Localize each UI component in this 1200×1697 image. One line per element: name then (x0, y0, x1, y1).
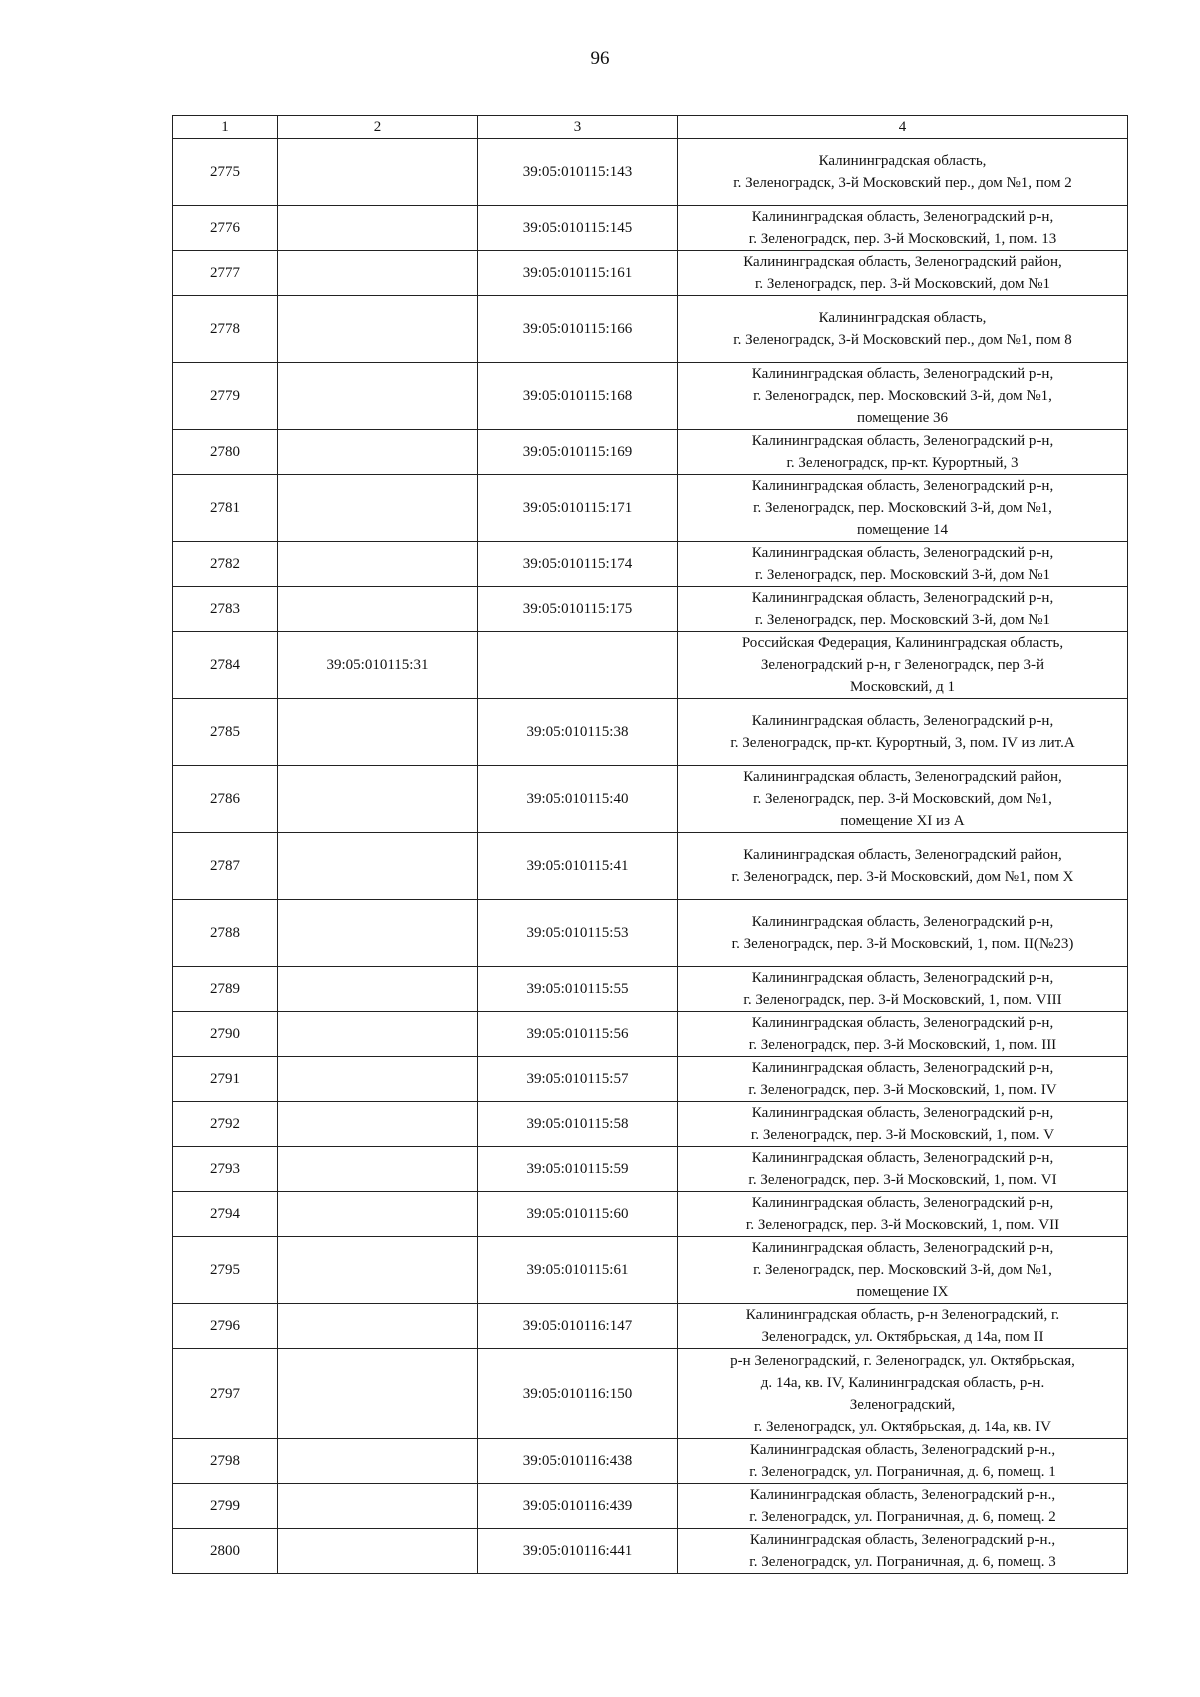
cadastral-quarter-cell (278, 1192, 478, 1237)
address-cell: р-н Зеленоградский, г. Зеленоградск, ул. Октябрьская, д. 14а, кв. IV, Калининградская область, р-н. Зеленоградский, г. Зеленоградск, ул. Октябрьская, д. 14а, кв. IV (678, 1349, 1128, 1439)
table-row (173, 206, 1128, 251)
cadastral-number-cell: 39:05:010115:145 (478, 206, 678, 251)
row-number-cell: 2787 (173, 833, 278, 900)
table-row (173, 1057, 1128, 1102)
table-row (173, 1529, 1128, 1574)
cadastral-quarter-cell (278, 542, 478, 587)
table-row (173, 1349, 1128, 1439)
table-row (173, 833, 1128, 900)
cadastral-number-cell: 39:05:010115:53 (478, 900, 678, 967)
table-row (173, 967, 1128, 1012)
row-number-cell: 2790 (173, 1012, 278, 1057)
address-cell: Калининградская область, Зеленоградский р-н, г. Зеленоградск, пер. 3-й Московский, 1, пом. VIII (678, 967, 1128, 1012)
address-cell: Калининградская область, Зеленоградский район, г. Зеленоградск, пер. 3-й Московский, дом №1 (678, 251, 1128, 296)
cadastral-number-cell: 39:05:010115:169 (478, 430, 678, 475)
table-row (173, 1102, 1128, 1147)
address-cell: Калининградская область, Зеленоградский район, г. Зеленоградск, пер. 3-й Московский, дом №1, помещение XI из А (678, 766, 1128, 833)
table-row (173, 1012, 1128, 1057)
table-row (173, 632, 1128, 699)
cadastral-quarter-cell (278, 1484, 478, 1529)
cadastral-number-cell: 39:05:010116:438 (478, 1439, 678, 1484)
cadastral-quarter-cell (278, 139, 478, 206)
cadastral-number-cell: 39:05:010115:40 (478, 766, 678, 833)
cadastral-number-cell: 39:05:010116:150 (478, 1349, 678, 1439)
cadastral-number-cell: 39:05:010115:161 (478, 251, 678, 296)
table-row (173, 542, 1128, 587)
table-row (173, 251, 1128, 296)
table-row (173, 1237, 1128, 1304)
row-number-cell: 2798 (173, 1439, 278, 1484)
cadastral-number-cell: 39:05:010115:38 (478, 699, 678, 766)
table-body (173, 139, 1128, 1574)
table-row (173, 1439, 1128, 1484)
address-cell: Калининградская область, Зеленоградский р-н, г. Зеленоградск, пер. 3-й Московский, 1, пом. V (678, 1102, 1128, 1147)
table-row (173, 1192, 1128, 1237)
address-cell: Калининградская область, Зеленоградский р-н, г. Зеленоградск, пер. 3-й Московский, 1, пом. III (678, 1012, 1128, 1057)
cadastral-quarter-cell (278, 296, 478, 363)
cadastral-number-cell: 39:05:010116:147 (478, 1304, 678, 1349)
address-cell: Калининградская область, Зеленоградский р-н., г. Зеленоградск, ул. Пограничная, д. 6, помещ. 3 (678, 1529, 1128, 1574)
address-cell: Калининградская область, Зеленоградский р-н, г. Зеленоградск, пер. Московский 3-й, дом №1, помещение 36 (678, 363, 1128, 430)
table-row (173, 296, 1128, 363)
row-number-cell: 2775 (173, 139, 278, 206)
row-number-cell: 2797 (173, 1349, 278, 1439)
cadastral-number-cell: 39:05:010115:57 (478, 1057, 678, 1102)
cadastral-quarter-cell (278, 251, 478, 296)
table-row (173, 475, 1128, 542)
cadastral-number-cell (478, 632, 678, 699)
address-cell: Калининградская область, Зеленоградский р-н, г. Зеленоградск, пер. 3-й Московский, 1, пом. IV (678, 1057, 1128, 1102)
row-number-cell: 2780 (173, 430, 278, 475)
address-cell: Калининградская область, Зеленоградский р-н, г. Зеленоградск, пр-кт. Курортный, 3 (678, 430, 1128, 475)
cadastral-number-cell: 39:05:010115:143 (478, 139, 678, 206)
cadastral-quarter-cell (278, 699, 478, 766)
cadastral-number-cell: 39:05:010116:441 (478, 1529, 678, 1574)
row-number-cell: 2777 (173, 251, 278, 296)
cadastral-number-cell: 39:05:010115:168 (478, 363, 678, 430)
cadastral-quarter-cell (278, 475, 478, 542)
header-col-2: 2 (278, 116, 478, 139)
cadastral-number-cell: 39:05:010115:171 (478, 475, 678, 542)
address-cell: Калининградская область, г. Зеленоградск, 3-й Московский пер., дом №1, пом 2 (678, 139, 1128, 206)
row-number-cell: 2779 (173, 363, 278, 430)
cadastral-number-cell: 39:05:010115:166 (478, 296, 678, 363)
address-cell: Калининградская область, Зеленоградский р-н., г. Зеленоградск, ул. Пограничная, д. 6, помещ. 1 (678, 1439, 1128, 1484)
cadastral-quarter-cell (278, 1529, 478, 1574)
cadastral-quarter-cell (278, 1439, 478, 1484)
cadastral-quarter-cell (278, 1012, 478, 1057)
cadastral-number-cell: 39:05:010115:175 (478, 587, 678, 632)
table-row (173, 139, 1128, 206)
row-number-cell: 2788 (173, 900, 278, 967)
cadastral-quarter-cell (278, 206, 478, 251)
row-number-cell: 2781 (173, 475, 278, 542)
cadastral-quarter-cell (278, 1147, 478, 1192)
address-cell: Российская Федерация, Калининградская область, Зеленоградский р-н, г Зеленоградск, пер 3-й Московский, д 1 (678, 632, 1128, 699)
cadastral-number-cell: 39:05:010115:56 (478, 1012, 678, 1057)
table-row (173, 363, 1128, 430)
cadastral-quarter-cell: 39:05:010115:31 (278, 632, 478, 699)
address-cell: Калининградская область, Зеленоградский р-н, г. Зеленоградск, пер. 3-й Московский, 1, пом. VI (678, 1147, 1128, 1192)
row-number-cell: 2796 (173, 1304, 278, 1349)
row-number-cell: 2776 (173, 206, 278, 251)
cadastral-quarter-cell (278, 967, 478, 1012)
cadastral-number-cell: 39:05:010116:439 (478, 1484, 678, 1529)
cadastral-number-cell: 39:05:010115:174 (478, 542, 678, 587)
cadastral-quarter-cell (278, 1304, 478, 1349)
page-number: 96 (590, 48, 610, 69)
row-number-cell: 2791 (173, 1057, 278, 1102)
cadastral-quarter-cell (278, 833, 478, 900)
row-number-cell: 2784 (173, 632, 278, 699)
cadastral-quarter-cell (278, 1349, 478, 1439)
header-col-4: 4 (678, 116, 1128, 139)
address-cell: Калининградская область, г. Зеленоградск, 3-й Московский пер., дом №1, пом 8 (678, 296, 1128, 363)
cadastral-quarter-cell (278, 900, 478, 967)
table-row (173, 1484, 1128, 1529)
cadastral-number-cell: 39:05:010115:59 (478, 1147, 678, 1192)
cadastral-quarter-cell (278, 1057, 478, 1102)
row-number-cell: 2778 (173, 296, 278, 363)
row-number-cell: 2789 (173, 967, 278, 1012)
cadastral-number-cell: 39:05:010115:61 (478, 1237, 678, 1304)
row-number-cell: 2795 (173, 1237, 278, 1304)
cadastral-number-cell: 39:05:010115:60 (478, 1192, 678, 1237)
cadastral-number-cell: 39:05:010115:55 (478, 967, 678, 1012)
table-row (173, 766, 1128, 833)
cadastral-table (172, 115, 1128, 1574)
address-cell: Калининградская область, Зеленоградский р-н, г. Зеленоградск, пер. Московский 3-й, дом №1, помещение IX (678, 1237, 1128, 1304)
address-cell: Калининградская область, Зеленоградский р-н, г. Зеленоградск, пер. 3-й Московский, 1, пом. VII (678, 1192, 1128, 1237)
address-cell: Калининградская область, Зеленоградский р-н., г. Зеленоградск, ул. Пограничная, д. 6, помещ. 2 (678, 1484, 1128, 1529)
address-cell: Калининградская область, Зеленоградский р-н, г. Зеленоградск, пер. Московский 3-й, дом №1 (678, 587, 1128, 632)
address-cell: Калининградская область, р-н Зеленоградский, г. Зеленоградск, ул. Октябрьская, д 14а, пом II (678, 1304, 1128, 1349)
row-number-cell: 2793 (173, 1147, 278, 1192)
cadastral-quarter-cell (278, 766, 478, 833)
cadastral-quarter-cell (278, 363, 478, 430)
row-number-cell: 2783 (173, 587, 278, 632)
row-number-cell: 2794 (173, 1192, 278, 1237)
row-number-cell: 2786 (173, 766, 278, 833)
row-number-cell: 2782 (173, 542, 278, 587)
cadastral-quarter-cell (278, 1237, 478, 1304)
row-number-cell: 2792 (173, 1102, 278, 1147)
address-cell: Калининградская область, Зеленоградский р-н, г. Зеленоградск, пер. Московский 3-й, дом №1, помещение 14 (678, 475, 1128, 542)
row-number-cell: 2800 (173, 1529, 278, 1574)
address-cell: Калининградская область, Зеленоградский р-н, г. Зеленоградск, пер. 3-й Московский, 1, пом. II(№23) (678, 900, 1128, 967)
header-col-3: 3 (478, 116, 678, 139)
cadastral-quarter-cell (278, 430, 478, 475)
table-row (173, 699, 1128, 766)
table-row (173, 1304, 1128, 1349)
table-row (173, 430, 1128, 475)
table-row (173, 1147, 1128, 1192)
table-row (173, 587, 1128, 632)
address-cell: Калининградская область, Зеленоградский район, г. Зеленоградск, пер. 3-й Московский, дом №1, пом X (678, 833, 1128, 900)
table-header-row (173, 116, 1128, 139)
cadastral-number-cell: 39:05:010115:41 (478, 833, 678, 900)
cadastral-quarter-cell (278, 1102, 478, 1147)
address-cell: Калининградская область, Зеленоградский р-н, г. Зеленоградск, пр-кт. Курортный, 3, пом. IV из лит.А (678, 699, 1128, 766)
cadastral-quarter-cell (278, 587, 478, 632)
header-col-1: 1 (173, 116, 278, 139)
table-row (173, 900, 1128, 967)
cadastral-number-cell: 39:05:010115:58 (478, 1102, 678, 1147)
address-cell: Калининградская область, Зеленоградский р-н, г. Зеленоградск, пер. Московский 3-й, дом №1 (678, 542, 1128, 587)
row-number-cell: 2785 (173, 699, 278, 766)
row-number-cell: 2799 (173, 1484, 278, 1529)
address-cell: Калининградская область, Зеленоградский р-н, г. Зеленоградск, пер. 3-й Московский, 1, пом. 13 (678, 206, 1128, 251)
